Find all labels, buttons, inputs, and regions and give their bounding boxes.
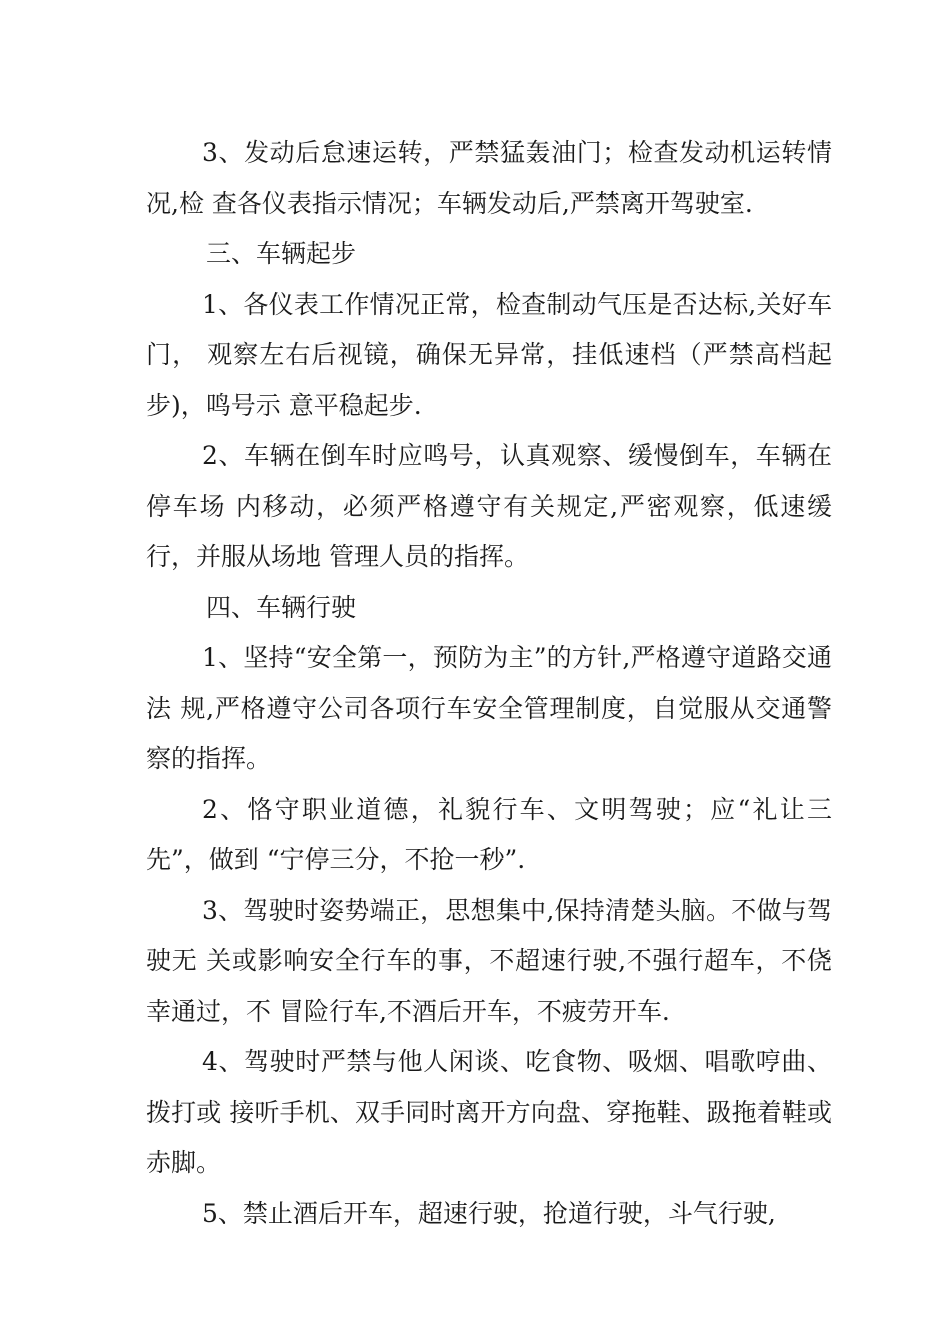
- paragraph-start-check: 1、各仪表工作情况正常，检查制动气压是否达标,关好车门， 观察左右后视镜，确保无异常，挂低速档（严禁高档起步)，鸣号示 意平稳起步.: [146, 289, 832, 420]
- paragraph-driving-posture: 3、驾驶时姿势端正，思想集中,保持清楚头脑。不做与驾驶无 关或影响安全行车的事，不超速行驶,不强行超车，不侥幸通过，不 冒险行车,不酒后开车，不疲劳开车.: [146, 895, 832, 1026]
- paragraph-engine-idle: 3、发动后怠速运转，严禁猛轰油门；检查发动机运转情况,检 查各仪表指示情况；车辆发动后,严禁离开驾驶室.: [146, 138, 832, 218]
- section-heading-vehicle-driving: 四、车辆行驶: [206, 592, 357, 622]
- paragraph-no-drunk-driving: 5、禁止酒后开车，超速行驶，抢道行驶，斗气行驶,: [202, 1198, 776, 1228]
- document-body: [146, 128, 832, 1239]
- paragraph-reversing: 2、车辆在倒车时应鸣号，认真观察、缓慢倒车，车辆在停车场 内移动，必须严格遵守有关规定,严密观察，低速缓行，并服从场地 管理人员的指挥。: [146, 441, 832, 571]
- paragraph-prohibited-behaviors: 4、驾驶时严禁与他人闲谈、吃食物、吸烟、唱歌哼曲、拨打或 接听手机、双手同时离开方向盘、穿拖鞋、趿拖着鞋或赤脚。: [146, 1047, 832, 1177]
- section-heading-vehicle-start: 三、车辆起步: [206, 239, 357, 268]
- paragraph-professional-ethics: 2、恪守职业道德，礼貌行车、文明驾驶；应“礼让三先”，做到 “宁停三分，不抢一秒”.: [146, 794, 832, 874]
- paragraph-safety-first: 1、坚持“安全第一，预防为主”的方针,严格遵守道路交通法 规,严格遵守公司各项行车安全管理制度，自觉服从交通警察的指挥。: [146, 643, 832, 773]
